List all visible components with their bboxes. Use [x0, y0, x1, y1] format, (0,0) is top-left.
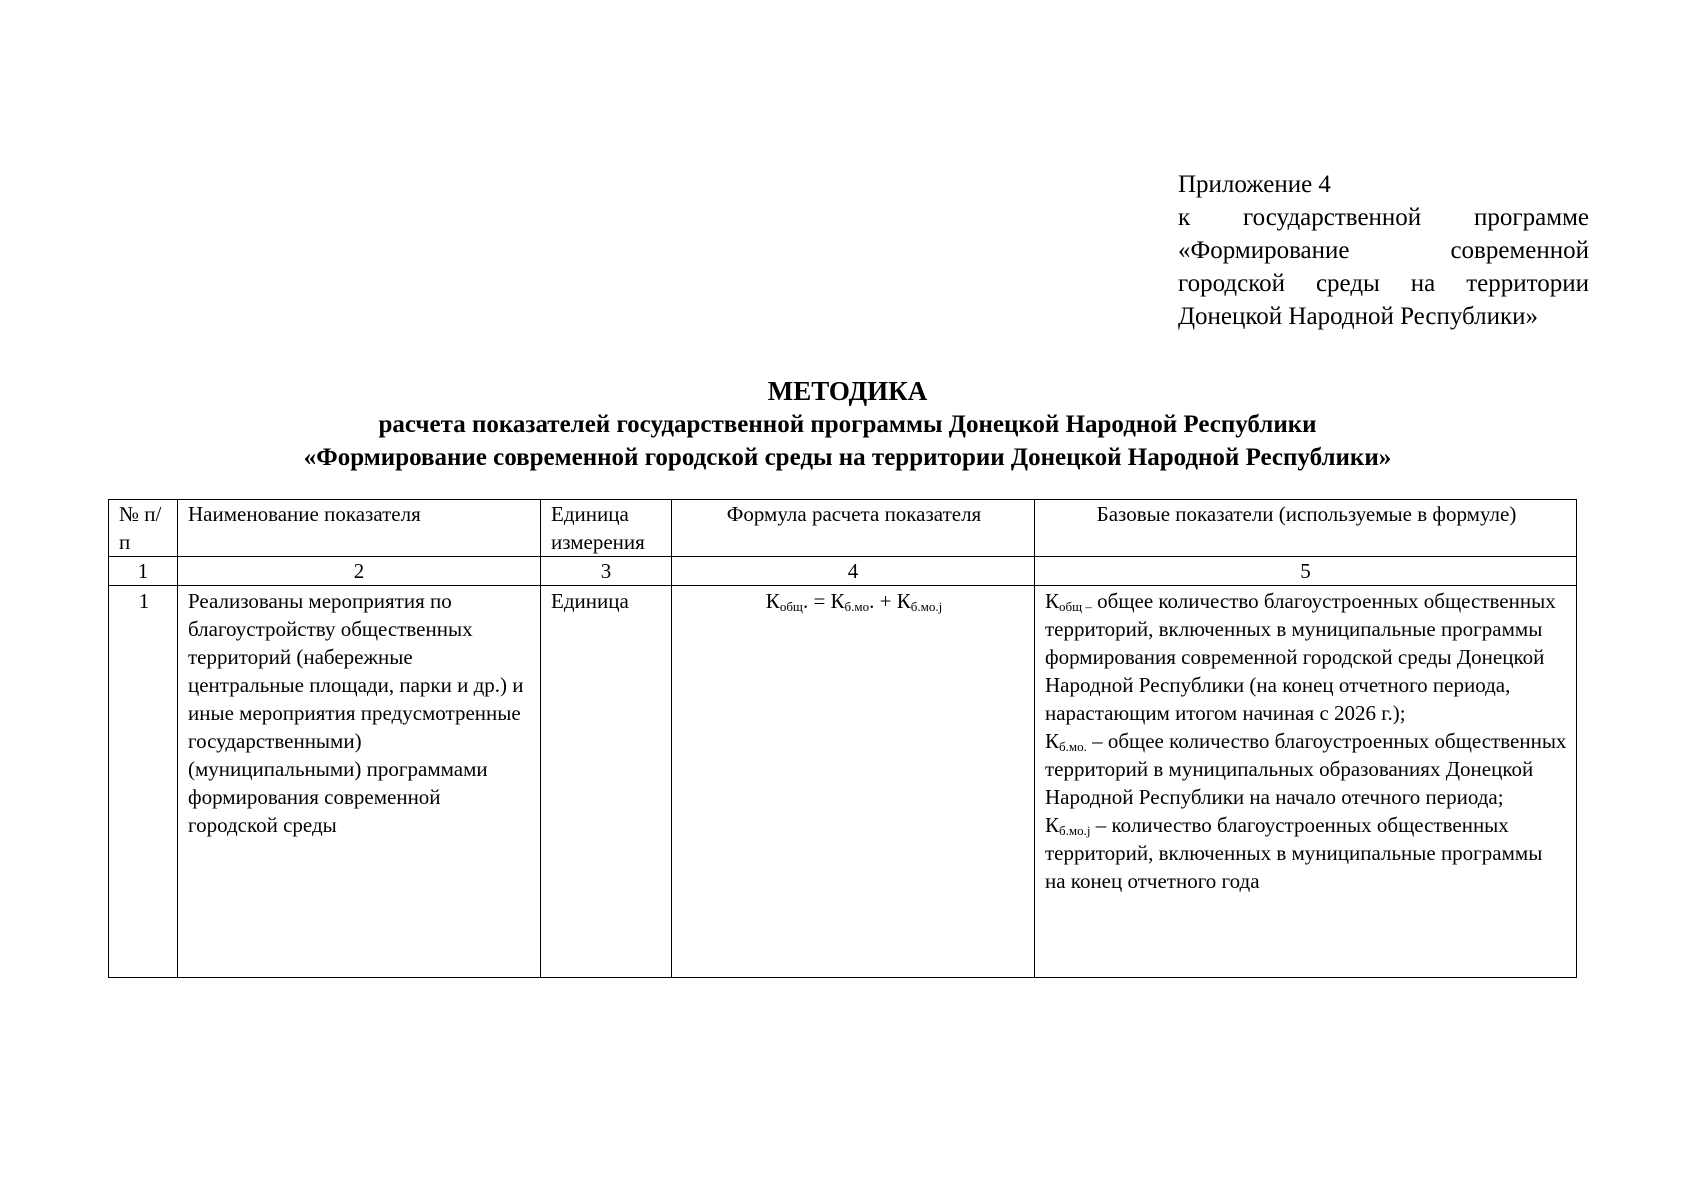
table-row	[109, 586, 1577, 978]
row-number: 1	[109, 586, 178, 978]
column-number-4: 4	[672, 557, 1035, 586]
document-subtitle-line-1: расчета показателей государственной программы Донецкой Народной Республики	[378, 411, 1317, 438]
header-unit: Единица измерения	[541, 500, 672, 557]
table-header-row	[109, 500, 1577, 557]
appendix-reference: к государственной программе «Формирование современной городской среды на территории Донецкой Народной Республики»	[1178, 204, 1589, 330]
methodology-table	[108, 499, 1577, 978]
indicator-name: Реализованы мероприятия по благоустройству общественных территорий (набережные центральные площади, парки и др.) и иные мероприятия предусмотренные государственными) (муниципальными) программами формирования современной городской среды	[178, 586, 541, 978]
indicator-unit: Единица	[541, 586, 672, 978]
base-indicator-start: $К_{б.мо.}$ – общее количество благоустроенных общественных территорий в муниципальных образованиях Донецкой Народной Республики на начало отечного периода;	[1045, 729, 1567, 809]
column-number-3: 3	[541, 557, 672, 586]
header-num: № п/п	[109, 500, 178, 557]
column-number-5: 5	[1035, 557, 1577, 586]
document-title: МЕТОДИКА	[767, 376, 928, 406]
indicator-formula: $К_{общ}$. = $К_{б.мо}$. + $К_{б.мо.j}$	[672, 586, 1035, 978]
appendix-title: Приложение 4	[1178, 171, 1331, 198]
base-indicator-total: $К_{общ -}$ общее количество благоустроенных общественных территорий, включенных в муниципальные программы формирования современной городской среды Донецкой Народной Республики (на конец отчетного периода, нарастающим итогом начиная с 2026 г.);	[1045, 589, 1556, 725]
base-indicators	[1035, 586, 1577, 978]
base-indicator-year: $К_{б.мо.j}$ – количество благоустроенных общественных территорий, включенных в муниципальные программы на конец отчетного года	[1045, 813, 1543, 893]
header-base: Базовые показатели (используемые в формуле)	[1035, 500, 1577, 557]
document-subtitle-line-2: «Формирование современной городской среды на территории Донецкой Народной Республики»	[303, 444, 1392, 471]
document-heading	[0, 374, 1695, 474]
column-number-2: 2	[178, 557, 541, 586]
header-name: Наименование показателя	[178, 500, 541, 557]
appendix-block	[1178, 168, 1589, 333]
column-number-1: 1	[109, 557, 178, 586]
header-formula: Формула расчета показателя	[672, 500, 1035, 557]
column-number-row	[109, 557, 1577, 586]
